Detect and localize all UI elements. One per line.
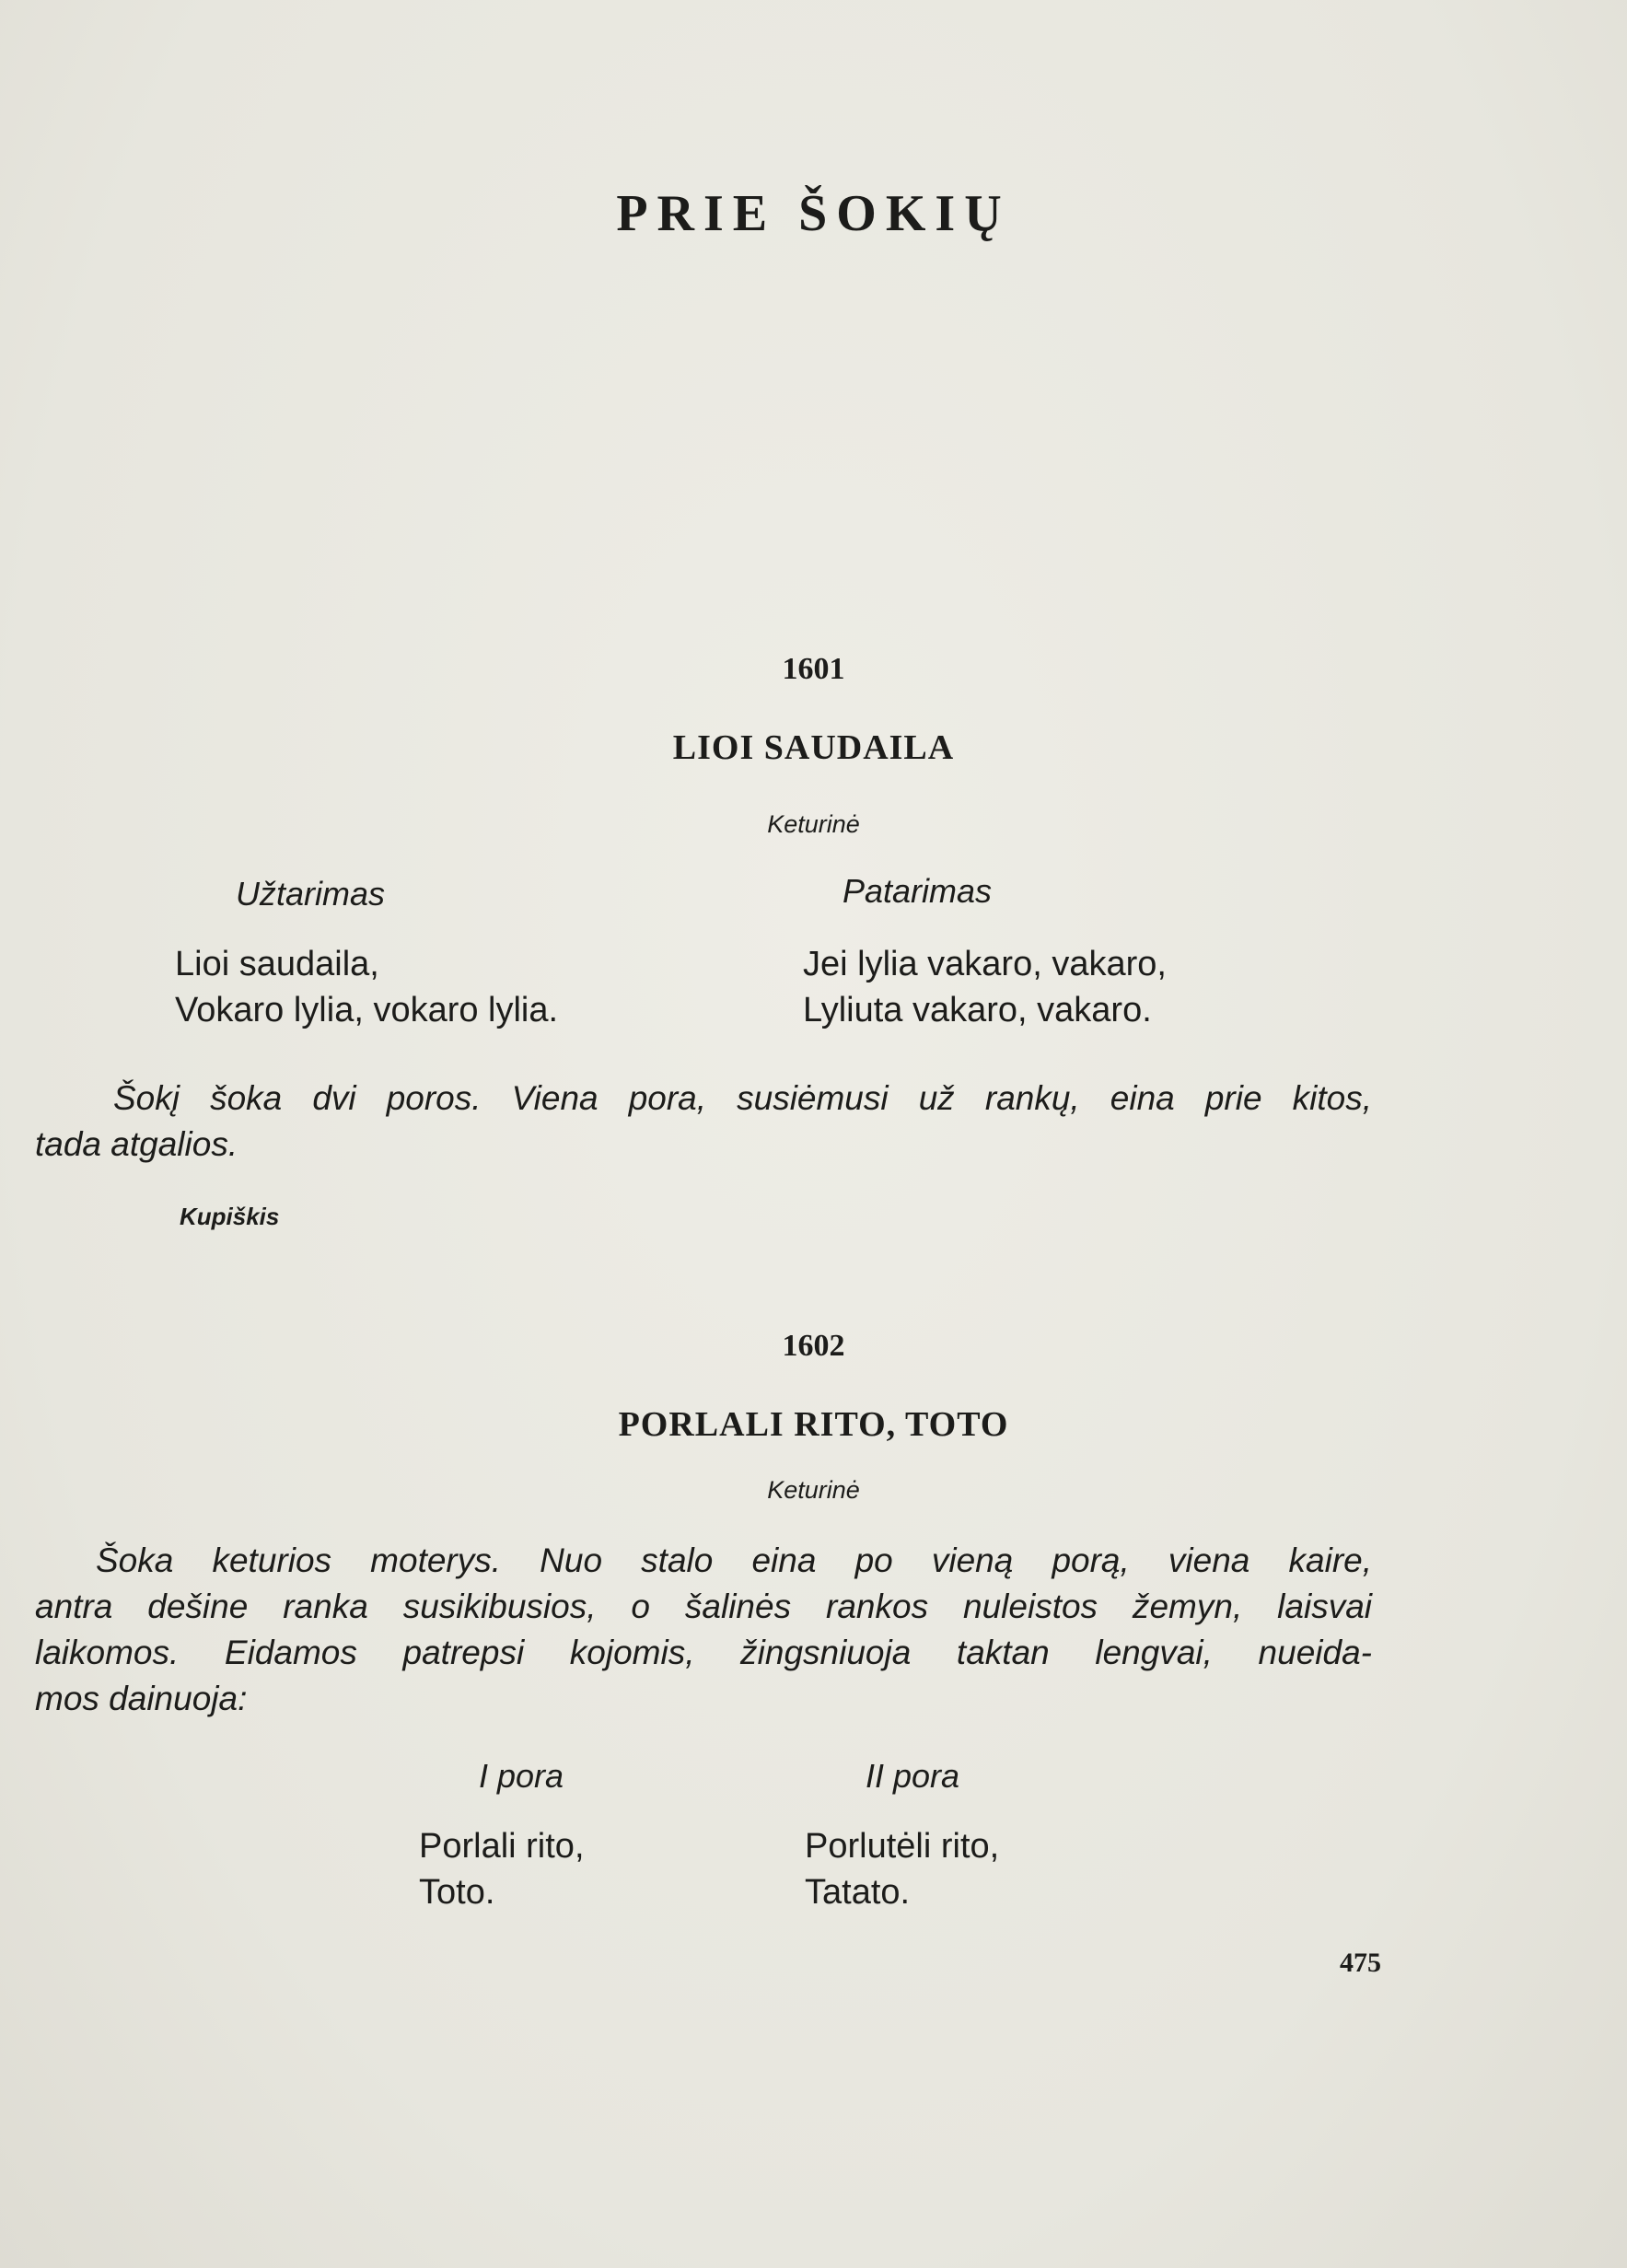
verse-line: Porlali rito, [419, 1827, 585, 1866]
verse-line: Tatato. [805, 1873, 911, 1912]
prose-line: laikomos. Eidamos patrepsi kojomis, žingsniuoja taktan lengvai, nueida- [35, 1634, 1372, 1671]
song-description [35, 1076, 1372, 1168]
right-column-heading: II pora [866, 1757, 960, 1795]
prose-line: Šoka keturios moterys. Nuo stalo eina po vieną porą, viena kaire, [96, 1541, 1372, 1579]
page-number: 475 [1340, 1948, 1381, 1978]
prose-line: tada atgalios. [35, 1125, 238, 1163]
verse-line: Jei lylia vakaro, vakaro, [803, 945, 1167, 983]
song-heading: LIOI SAUDAILA [672, 728, 955, 767]
song-description [35, 1538, 1372, 1722]
prose-line: Šokį šoka dvi poros. Viena pora, susiėmusi už rankų, eina prie kitos, [113, 1079, 1372, 1117]
left-verse [175, 941, 558, 1033]
song-subtitle: Keturinė [767, 1476, 860, 1504]
page-title: PRIE ŠOKIŲ [616, 185, 1011, 242]
right-column-heading: Patarimas [843, 872, 993, 910]
verse-line: Vokaro lylia, vokaro lylia. [175, 991, 559, 1029]
prose-line: mos dainuoja: [35, 1680, 248, 1717]
place-name: Kupiškis [180, 1203, 280, 1230]
song-subtitle: Keturinė [767, 810, 860, 838]
verse-line: Porlutėli rito, [805, 1827, 1000, 1866]
song-heading: PORLALI RITO, TOTO [618, 1405, 1009, 1444]
verse-line: Lyliuta vakaro, vakaro. [803, 991, 1152, 1029]
song-number: 1602 [782, 1329, 845, 1363]
song-number: 1601 [782, 652, 845, 686]
left-verse [419, 1823, 585, 1915]
right-verse [803, 941, 1167, 1033]
prose-line: antra dešine ranka susikibusios, o šalinės rankos nuleistos žemyn, laisvai [35, 1588, 1372, 1625]
left-column-heading: I pora [479, 1757, 564, 1795]
verse-line: Lioi saudaila, [175, 945, 379, 983]
verse-line: Toto. [419, 1873, 495, 1912]
left-column-heading: Užtarimas [236, 875, 386, 913]
right-verse [805, 1823, 999, 1915]
